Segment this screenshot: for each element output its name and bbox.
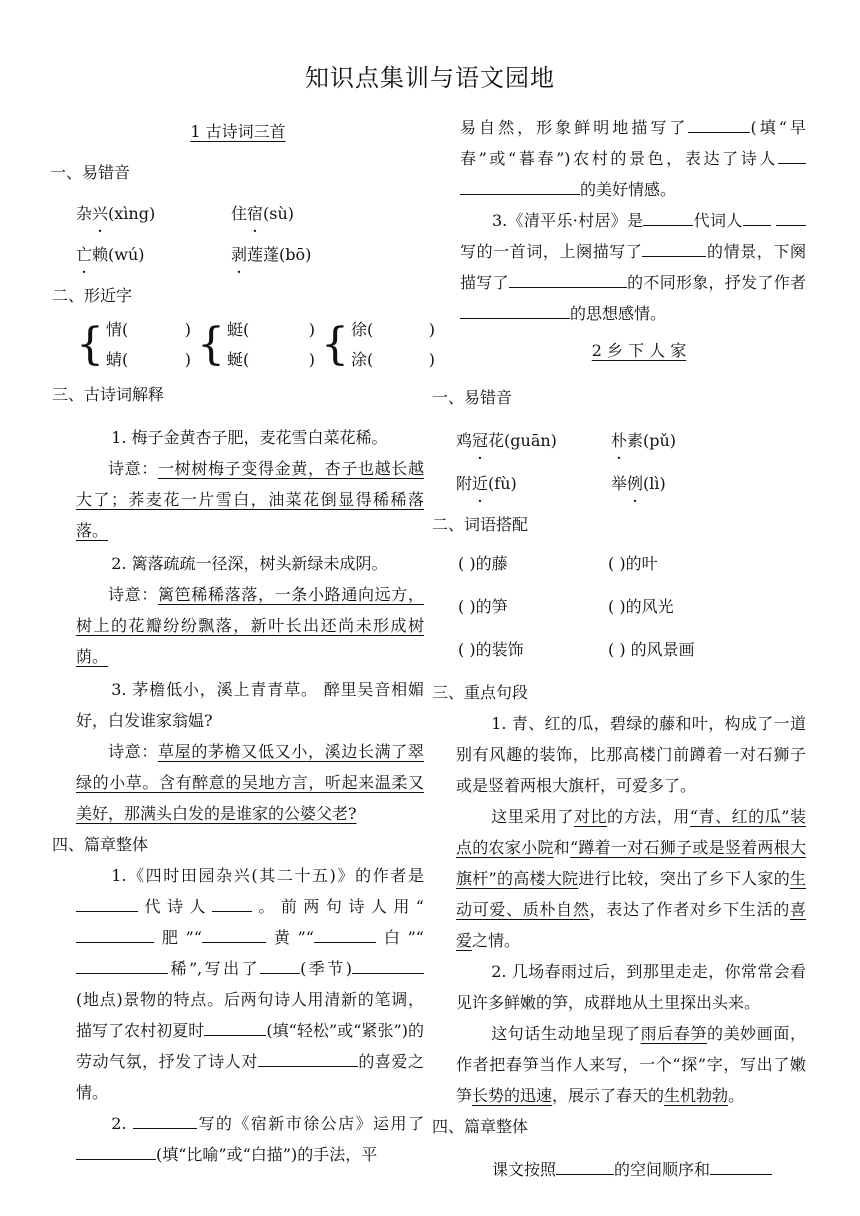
pinyin-row bbox=[432, 425, 806, 456]
poem-meaning: 诗意：一树树梅子变得金黄，杏子也越长越大了；荞麦花一片雪白，油菜花倒显得稀稀落落。 bbox=[76, 459, 424, 540]
key-sentences bbox=[432, 708, 806, 1111]
final-question: 课文按照 的空间顺序和 bbox=[432, 1154, 806, 1185]
section-heading: 二、词语搭配 bbox=[432, 515, 529, 534]
overview-block bbox=[52, 860, 424, 1170]
section-heading: 一、易错音 bbox=[432, 388, 513, 407]
right-column bbox=[432, 112, 806, 1185]
section-heading: 一、易错音 bbox=[50, 163, 131, 182]
section-heading: 三、重点句段 bbox=[432, 683, 529, 702]
key-analysis: 这里采用了对比的方法，用“青、红的瓜”装点的农家小院和“蹲着一对石狮子或是竖着两根大旗杆”的高楼大院进行比较，突出了乡下人家的生动可爱、质朴自然，表达了作者对乡下生活的喜爱之情。 bbox=[456, 807, 806, 950]
pinyin-row bbox=[52, 239, 424, 270]
pinyin-item: 鸡冠花(guān) bbox=[456, 431, 557, 450]
poem-line: 1. 梅子金黄杏子肥，麦花雪白菜花稀。 bbox=[111, 428, 388, 447]
poem-line: 2. 篱落疏疏一径深，树头新绿未成阴。 bbox=[111, 554, 388, 573]
similar-chars bbox=[52, 315, 435, 375]
pinyin-item: 亡赖(wú) bbox=[76, 245, 145, 264]
match-row: ( )的装饰 ( ) 的风景画 bbox=[458, 640, 695, 659]
pinyin-item: 朴素(pǔ) bbox=[611, 431, 677, 450]
key-analysis: 这句话生动地呈现了雨后春笋的美妙画面，作者把春笋当作人来写，一个“探”字，写出了嫩笋长势的迅速，展示了春天的生机勃勃。 bbox=[456, 1024, 806, 1105]
poem-meaning: 诗意：草屋的茅檐又低又小，溪边长满了翠绿的小草。含有醉意的吴地方言，听起来温柔又美好，那满头白发的是谁家的公婆父老? bbox=[76, 742, 424, 823]
overview-cont: 易自然，形象鲜明地描写了 (填“早春”或“暮春”)农村的景色，表达了诗人 的美好情感。 3.《清平乐·村居》是 代词人 写的一首词，上阕描写了 的情景，下阕描写了 的不同形象，抒发了作者的思想感情。 bbox=[432, 112, 806, 329]
left-column bbox=[50, 112, 435, 1170]
match-row: ( )的笋 ( )的风光 bbox=[458, 597, 674, 616]
page-title: 知识点集训与语文园地 bbox=[305, 64, 555, 92]
key-sentence: 1. 青、红的瓜，碧绿的藤和叶，构成了一道别有风趣的装饰，比那高楼门前蹲着一对石狮子或是竖着两根大旗杆，可爱多了。 bbox=[456, 714, 806, 795]
section-heading: 四、篇章整体 bbox=[432, 1117, 529, 1136]
section-heading: 四、篇章整体 bbox=[52, 835, 149, 854]
poem-line: 3. 茅檐低小，溪上青青草。 醉里吴音相媚好，白发谁家翁媪? bbox=[76, 680, 424, 730]
question-1: 1.《四时田园杂兴(其二十五)》的作者是代诗人 。前两句诗人用“肥”“ 黄”“ 白”“稀”,写出了 (季节)(地点)景物的特点。后两句诗人用清新的笔调，描写了农村初夏时 (填“轻松”或“紧张”)的劳动气氛，抒发了诗人对 的喜爱之情。 bbox=[76, 866, 424, 1102]
pinyin-item: 举例(lì) bbox=[611, 474, 666, 493]
char-group: { 徐( ) 涂( ) bbox=[321, 319, 435, 370]
poem-meaning: 诗意：篱笆稀稀落落，一条小路通向远方，树上的花瓣纷纷飘落，新叶长出还尚未形成树荫。 bbox=[76, 585, 424, 666]
pinyin-item: 杂兴(xìng) bbox=[76, 204, 156, 223]
pinyin-row bbox=[52, 198, 424, 229]
key-sentence: 2. 几场春雨过后，到那里走走，你常常会看见许多鲜嫩的笋，成群地从土里探出头来。 bbox=[456, 962, 806, 1012]
lesson-title: 2 乡 下 人 家 bbox=[591, 341, 687, 360]
question-3: 3.《清平乐·村居》是 代词人 写的一首词，上阕描写了 的情景，下阕描写了 的不同形象，抒发了作者的思想感情。 bbox=[460, 205, 806, 329]
poem-block bbox=[52, 422, 424, 829]
lesson-title: 1 古诗词三首 bbox=[190, 122, 286, 141]
match-row: ( )的藤 ( )的叶 bbox=[458, 554, 658, 573]
char-group: { 情( ) 蜻( ) bbox=[76, 319, 191, 370]
section-heading: 三、古诗词解释 bbox=[52, 385, 165, 404]
pinyin-item: 剥莲蓬(bō) bbox=[231, 245, 312, 264]
pinyin-item: 附近(fù) bbox=[456, 474, 517, 493]
char-group: { 蜓( ) 蜒( ) bbox=[197, 319, 315, 370]
pinyin-item: 住宿(sù) bbox=[231, 204, 295, 223]
section-heading: 二、形近字 bbox=[52, 286, 133, 305]
question-2: 2. 写的《宿新市徐公店》运用了(填“比喻”或“白描”)的手法，平 bbox=[76, 1108, 424, 1170]
